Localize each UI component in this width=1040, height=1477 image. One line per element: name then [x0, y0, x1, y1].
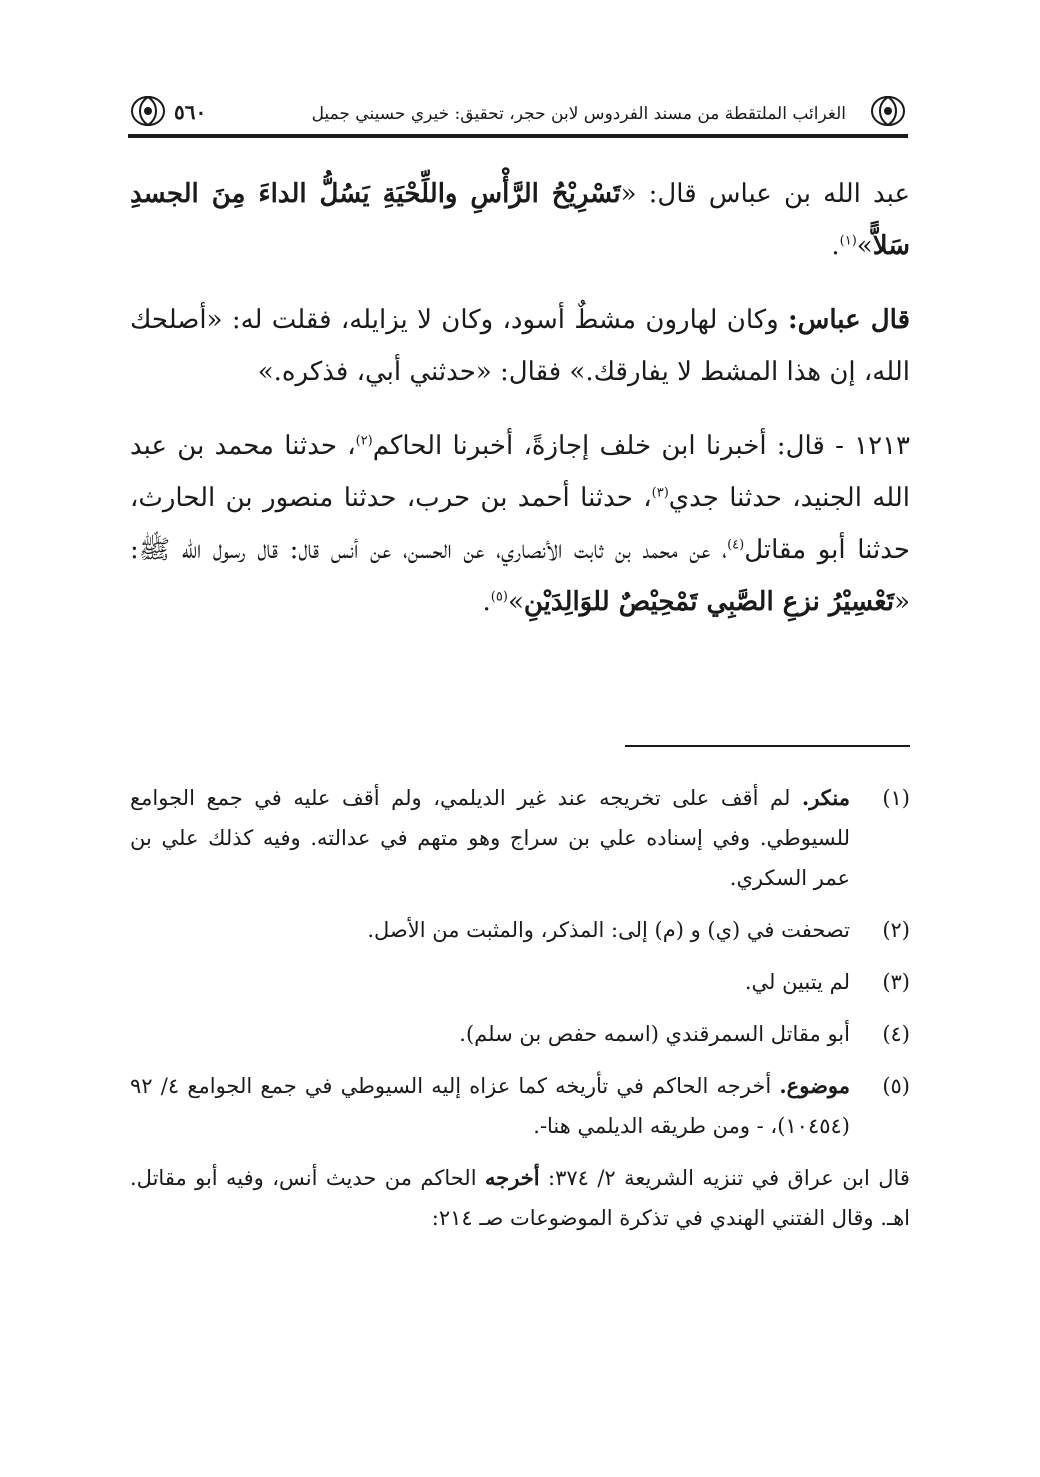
quote-close: »: [507, 587, 524, 617]
text-run: عبد الله بن عباس قال: «: [620, 179, 910, 209]
header-rule: [128, 134, 908, 138]
footnote-number: (١): [882, 786, 910, 810]
footnote-verdict: موضوع.: [779, 1073, 850, 1098]
footnote-item: [130, 962, 910, 1002]
footnotes: [130, 778, 910, 1238]
text-run: أبو مقاتل السمرقندي (اسمه حفص بن سلم).: [459, 1022, 850, 1046]
footnote-separator: [625, 745, 910, 747]
paragraph: [130, 294, 910, 398]
text-run: أخرجه الحاكم في تأريخه كما عزاه إليه السيوطي في جمع الجوامع ٤/ ٩٢ (١٠٤٥٤)، - ومن طريقه الديلمي هنا-.: [130, 1074, 850, 1138]
footnote-ref: (٤): [727, 537, 745, 553]
hadith-text: تَعْسِيْرُ نزعِ الصَّبِي تَمْحِيْصٌ للوَالِدَيْنِ: [523, 587, 895, 617]
footnote-text: [130, 778, 850, 898]
ornament-icon: [128, 94, 168, 128]
footnote-item: [130, 1066, 910, 1146]
footnote-item: [130, 778, 910, 898]
footnote-text: [130, 1014, 850, 1054]
footnote-continuation: [130, 1158, 910, 1238]
text-run: .: [482, 587, 491, 617]
footnote-number: (٣): [882, 970, 910, 994]
footnote-item: [130, 1014, 910, 1054]
text-run: الحاكم من حديث أنس، وفيه أبو مقاتل. اهـ. وقال الفتني الهندي في تذكرة الموضوعات صـ ٢١٤:: [130, 1166, 910, 1230]
footnote-emphasis: أخرجه: [484, 1165, 540, 1190]
hadith-text: تَسْرِيْحُ الرَّأْسِ واللِّحْيَةِ يَسُلُّ الداءَ مِنَ الجسدِ سَلاًّ: [130, 179, 910, 261]
text-run: وكان لهارون مشطٌ أسود، وكان لا يزايله، فقلت له: «أصلحك الله، إن هذا المشط لا يفارقك.» فقال: «حدثني أبي، فذكره.»: [130, 305, 910, 387]
footnote-number: (٥): [882, 1074, 910, 1098]
footnote-text: [130, 910, 850, 950]
footnote-verdict: منكر.: [801, 785, 850, 810]
quote-close: »: [856, 231, 873, 261]
text-run: لم يتبين لي.: [744, 970, 850, 994]
footnote-text: [130, 1066, 850, 1146]
running-title: الغرائب الملتقطة من مسند الفردوس لابن حجر، تحقيق: خيري حسيني جميل: [311, 104, 846, 124]
text-run: قال ابن عراق في تنزيه الشريعة ٢/ ٣٧٤:: [539, 1166, 910, 1190]
paragraph: [130, 168, 910, 272]
footnote-number: (٤): [882, 1022, 910, 1046]
page-header: [128, 92, 908, 136]
footnote-number: (٢): [882, 918, 910, 942]
page-number: ٥٦٠: [174, 100, 207, 124]
footnote-item: [130, 910, 910, 950]
speaker-label: قال عباس:: [788, 305, 910, 335]
ornament-icon: [868, 94, 908, 128]
footnote-ref: (٢): [355, 433, 373, 449]
footnote-ref: (٥): [490, 589, 508, 605]
text-run: ، حدثنا محمد بن عبد الله الجنيد، حدثنا جدي: [130, 431, 910, 513]
text-run: ، حدثنا أحمد بن حرب، حدثنا منصور بن الحارث، حدثنا أبو مقاتل: [130, 483, 910, 565]
main-text: [130, 168, 910, 628]
text-run: ١٢١٣ - قال: أخبرنا ابن خلف إجازةً، أخبرنا الحاكم: [372, 431, 910, 461]
footnote-ref: (٣): [651, 485, 669, 501]
paragraph: [130, 420, 910, 628]
text-run: تصحفت في (ي) و (م) إلى: المذكر، والمثبت من الأصل.: [367, 918, 850, 942]
text-run: .: [831, 231, 840, 261]
text-run: لم أقف على تخريجه عند غير الديلمي، ولم أقف عليه في جمع الجوامع للسيوطي. وفي إسناده علي بن سراج وهو متهم في عدالته. وفيه كذلك علي بن عمر السكري.: [130, 786, 850, 890]
footnote-ref: (١): [839, 233, 857, 249]
text-run: ، عن محمد بن ثابت الأنصاري، عن الحسن، عن أنس قال: قال رسول الله ﷺ: «: [130, 535, 910, 617]
footnote-text: [130, 962, 850, 1002]
